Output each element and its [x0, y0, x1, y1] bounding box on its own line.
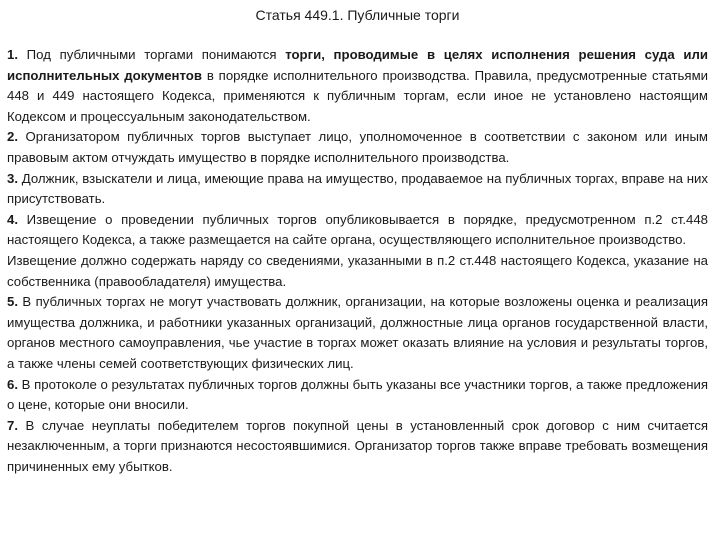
- paragraph-text: Организатором публичных торгов выступает лицо, уполномоченное в соответствии с законом или иным правовым актом отчуждать имущество в порядке исполнительного производства.: [7, 129, 708, 165]
- paragraph-emphasis: торги, проводимые в целях исполнения решения суда или исполнительных документов: [7, 47, 708, 83]
- paragraph-number: 4.: [7, 211, 18, 227]
- paragraph-text: Извещение о проведении публичных торгов опубликовывается в порядке, предусмотренном п.2 ст.448 настоящего Кодекса, а также размещается на сайте органа, осуществляющего исполнительное производство.: [7, 211, 708, 248]
- paragraph-4-continued: [7, 251, 708, 292]
- paragraph-3: [7, 169, 708, 210]
- paragraph-1: [7, 45, 708, 127]
- paragraph-number: 7.: [7, 417, 18, 433]
- paragraph-text: Под публичными торгами понимаются: [18, 47, 286, 62]
- paragraph-7: [7, 416, 708, 478]
- paragraph-number: 6.: [7, 376, 18, 392]
- paragraph-number: 2.: [7, 129, 18, 145]
- paragraph-number: 3.: [7, 170, 18, 186]
- article-title: Статья 449.1. Публичные торги: [255, 7, 460, 23]
- paragraph-text: В случае неуплаты победителем торгов покупной цены в установленный срок договор с ним считается незаключенным, а торги признаются несостоявшимися. Организатор торгов также вправе требовать возмещения причиненных ему убытков.: [7, 417, 708, 474]
- paragraph-5: [7, 292, 708, 374]
- article-body: [7, 45, 708, 477]
- paragraph-4: [7, 210, 708, 251]
- paragraph-number: 5.: [7, 294, 18, 310]
- paragraph-6: [7, 375, 708, 416]
- paragraph-text: Извещение должно содержать наряду со сведениями, указанными в п.2 ст.448 настоящего Кодекса, указание на собственника (правообладателя) имущества.: [7, 252, 708, 289]
- paragraph-2: [7, 127, 708, 168]
- paragraph-text: В протоколе о результатах публичных торгов должны быть указаны все участники торгов, а также предложения о цене, которые они вносили.: [7, 376, 708, 413]
- paragraph-number: 1.: [7, 47, 18, 62]
- paragraph-text: Должник, взыскатели и лица, имеющие права на имущество, продаваемое на публичных торгах, вправе на них присутствовать.: [7, 170, 708, 207]
- paragraph-text: в порядке исполнительного производства. Правила, предусмотренные статьями 448 и 449 настоящего Кодекса, применяются к публичным торгам, если иное не установлено настоящим Кодексом и процессуальным законодательством.: [7, 67, 708, 124]
- paragraph-text: В публичных торгах не могут участвовать должник, организации, на которые возложены оценка и реализация имущества должника, и работники указанных организаций, должностные лица органов государственной власти, органов местного самоуправления, чье участие в торгах может оказать влияние на условия и результаты торгов, а также члены семей соответствующих физических лиц.: [7, 294, 708, 371]
